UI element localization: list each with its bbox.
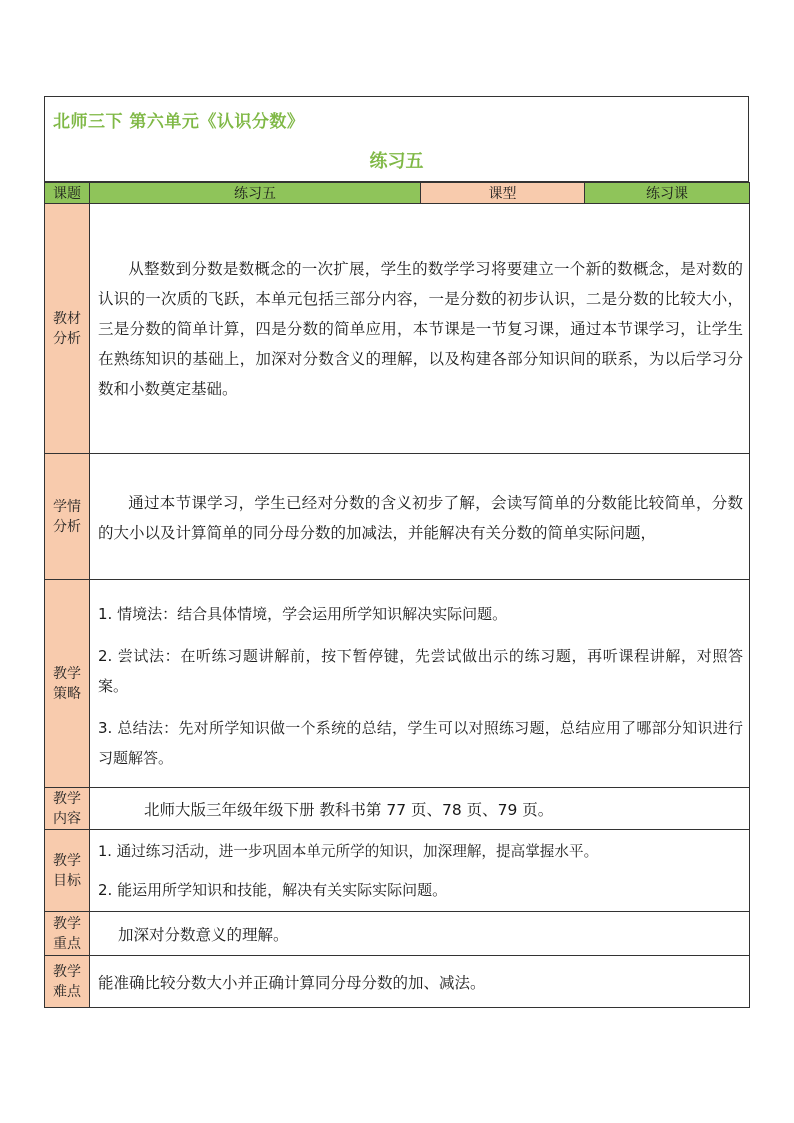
learner-text-cell <box>90 454 750 580</box>
goal-item: 1. 通过练习活动，进一步巩固本单元所学的知识，加深理解，提高掌握水平。 <box>98 842 599 860</box>
unit-title: 北师三下 第六单元《认识分数》 <box>53 112 305 132</box>
difficulty-row <box>45 956 750 1008</box>
content-cell <box>90 788 750 830</box>
difficulty-label: 教学 难点 <box>45 956 90 1008</box>
info-row <box>45 183 750 204</box>
type-label: 课型 <box>421 183 585 204</box>
strategy-item: 3. 总结法：先对所学知识做一个系统的总结，学生可以对照练习题，总结应用了哪部分知识进行习题解答。 <box>98 718 743 767</box>
goals-cell <box>90 830 750 912</box>
content-row <box>45 788 750 830</box>
strategy-item: 1. 情境法：结合具体情境，学会运用所学知识解决实际问题。 <box>98 604 508 623</box>
lesson-title: 练习五 <box>369 151 424 172</box>
topic-value: 练习五 <box>90 183 421 204</box>
learner-text: 通过本节课学习，学生已经对分数的含义初步了解，会读写简单的分数能比较简单，分数的大小以及计算简单的同分母分数的加减法，并能解决有关分数的简单实际问题， <box>98 493 743 542</box>
key-point-label: 教学 重点 <box>45 912 90 956</box>
strategy-cell <box>90 580 750 788</box>
topic-label: 课题 <box>45 183 90 204</box>
header-block <box>44 96 749 182</box>
content-label: 教学 内容 <box>45 788 90 830</box>
type-value: 练习课 <box>585 183 750 204</box>
strategy-label: 教学 策略 <box>45 580 90 788</box>
material-text: 从整数到分数是数概念的一次扩展，学生的数学学习将要建立一个新的数概念，是对数的认识的一次质的飞跃，本单元包括三部分内容，一是分数的初步认识，二是分数的比较大小，三是分数的简单计算，四是分数的简单应用，本节课是一节复习课，通过本节课学习，让学生在熟练知识的基础上，加深对分数含义的理解，以及构建各部分知识间的联系，为以后学习分数和小数奠定基础。 <box>98 260 743 398</box>
key-point-text: 加深对分数意义的理解。 <box>118 925 289 944</box>
difficulty-cell <box>90 956 750 1008</box>
goals-row <box>45 830 750 912</box>
learner-analysis-row <box>45 454 750 580</box>
strategy-row <box>45 580 750 788</box>
material-analysis-row <box>45 204 750 454</box>
material-text-cell <box>90 204 750 454</box>
lesson-plan-document <box>44 96 749 1008</box>
goal-item: 2. 能运用所学知识和技能，解决有关实际实际问题。 <box>98 880 448 899</box>
learner-label: 学情 分析 <box>45 454 90 580</box>
material-label: 教材 分析 <box>45 204 90 454</box>
key-point-cell <box>90 912 750 956</box>
key-point-row <box>45 912 750 956</box>
content-text: 北师大版三年级年级下册 教科书第 77 页、78 页、79 页。 <box>144 800 554 819</box>
difficulty-text: 能准确比较分数大小并正确计算同分母分数的加、减法。 <box>98 973 486 992</box>
goals-label: 教学 目标 <box>45 830 90 912</box>
strategy-item: 2. 尝试法：在听练习题讲解前，按下暂停键，先尝试做出示的练习题，再听课程讲解，对照答案。 <box>98 646 743 695</box>
lesson-plan-table <box>44 182 750 1008</box>
